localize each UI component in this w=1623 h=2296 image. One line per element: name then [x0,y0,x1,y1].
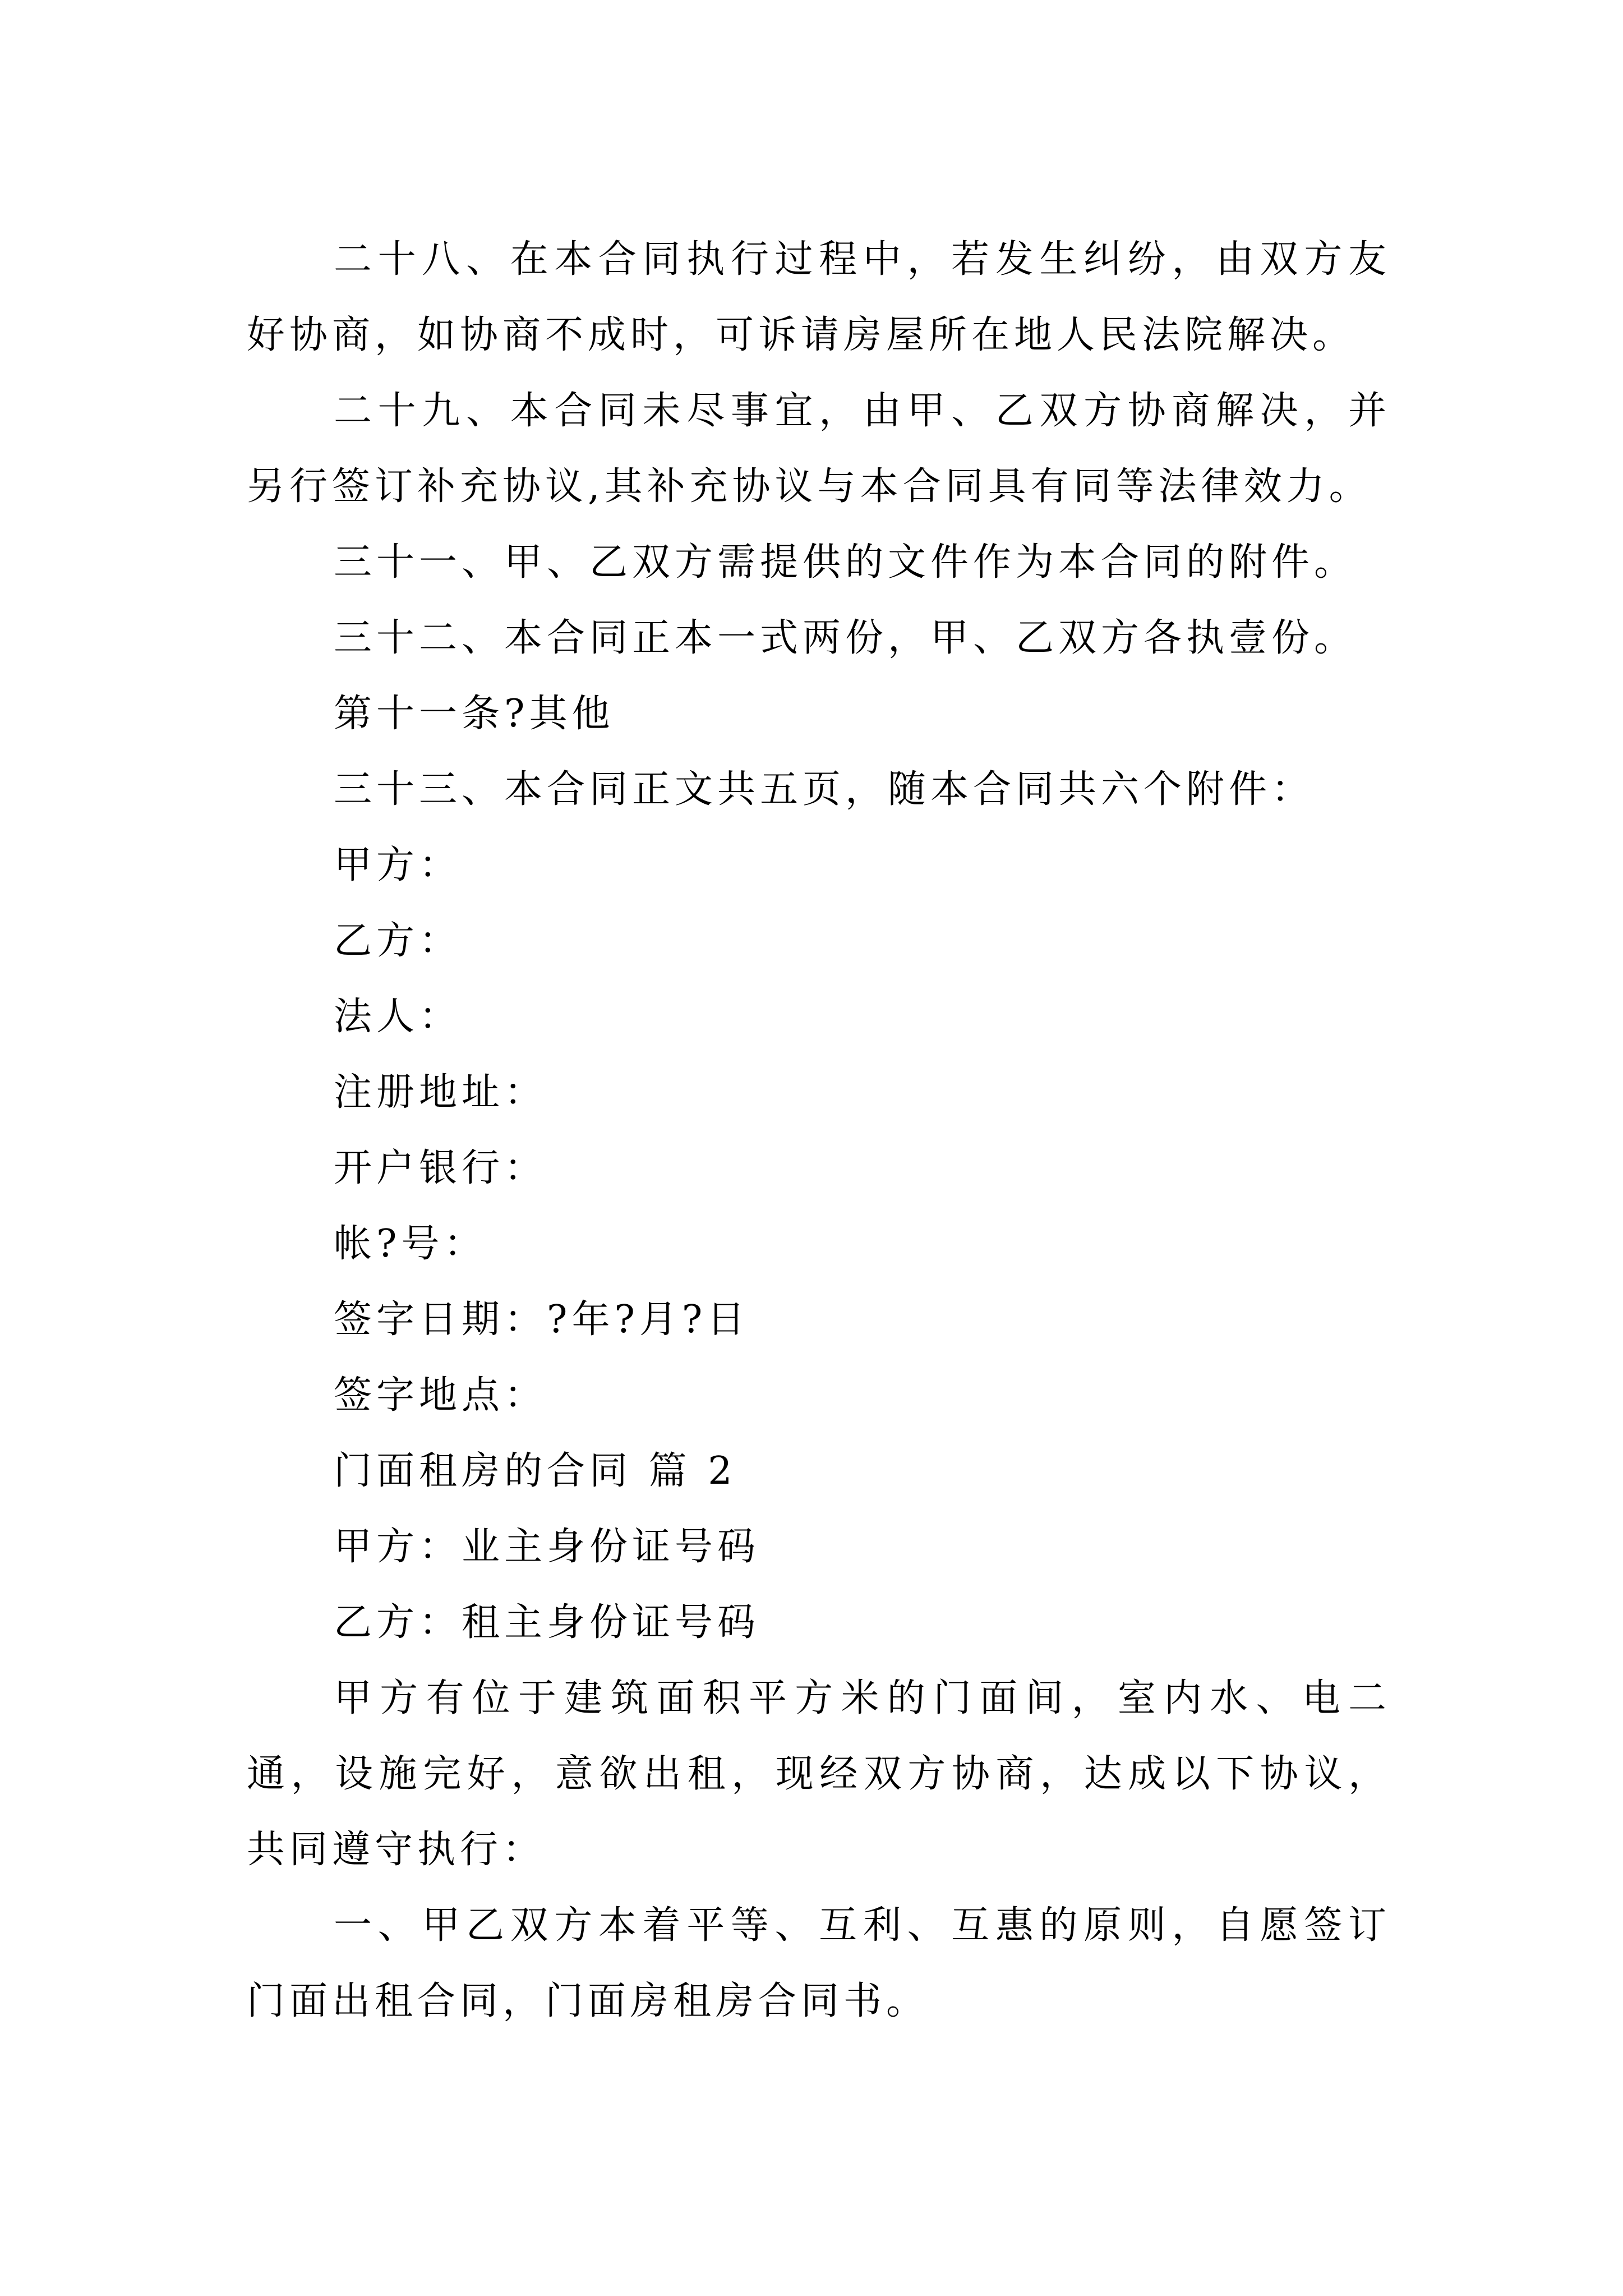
party-a-id: 甲方：业主身份证号码 [334,1525,760,1569]
signature-legal-person: 法人： [334,995,462,1039]
section-heading-other: 第十一条?其他 [334,692,615,736]
signature-account-number: 帐?号： [334,1222,487,1266]
signature-date: 签字日期：?年?月?日 [334,1297,750,1342]
paragraph-principles: 一、甲乙双方本着平等、互利、互惠的原则，自愿签订门面出租合同，门面房租房合同书。 [247,1903,1391,2023]
document-body [247,222,1391,2039]
paragraph-attachments: 三十一、甲、乙双方需提供的文件作为本合同的附件。 [334,540,1357,585]
signature-bank: 开户银行： [334,1146,547,1190]
paragraph-dispute-resolution: 二十八、在本合同执行过程中，若发生纠纷，由双方友好协商，如协商不成时，可诉请房屋所在地人民法院解决。 [247,237,1391,357]
paragraph-premises-description: 甲方有位于建筑面积平方米的门面间，室内水、电二通，设施完好，意欲出租，现经双方协商，达成以下协议，共同遵守执行： [247,1676,1391,1872]
party-b-id: 乙方：租主身份证号码 [334,1600,760,1645]
contract-title-part-2: 门面租房的合同 篇 2 [334,1449,737,1493]
signature-place: 签字地点： [334,1373,547,1418]
signature-party-a: 甲方： [334,843,462,887]
signature-party-b: 乙方： [334,919,462,963]
paragraph-supplementary-agreement: 二十九、本合同未尽事宜，由甲、乙双方协商解决，并另行签订补充协议,其补充协议与本合同具有同等法律效力。 [247,389,1391,509]
paragraph-copies: 三十二、本合同正本一式两份，甲、乙双方各执壹份。 [334,616,1357,660]
paragraph-page-count: 三十三、本合同正文共五页，随本合同共六个附件： [334,767,1315,812]
signature-registered-address: 注册地址： [334,1070,547,1115]
